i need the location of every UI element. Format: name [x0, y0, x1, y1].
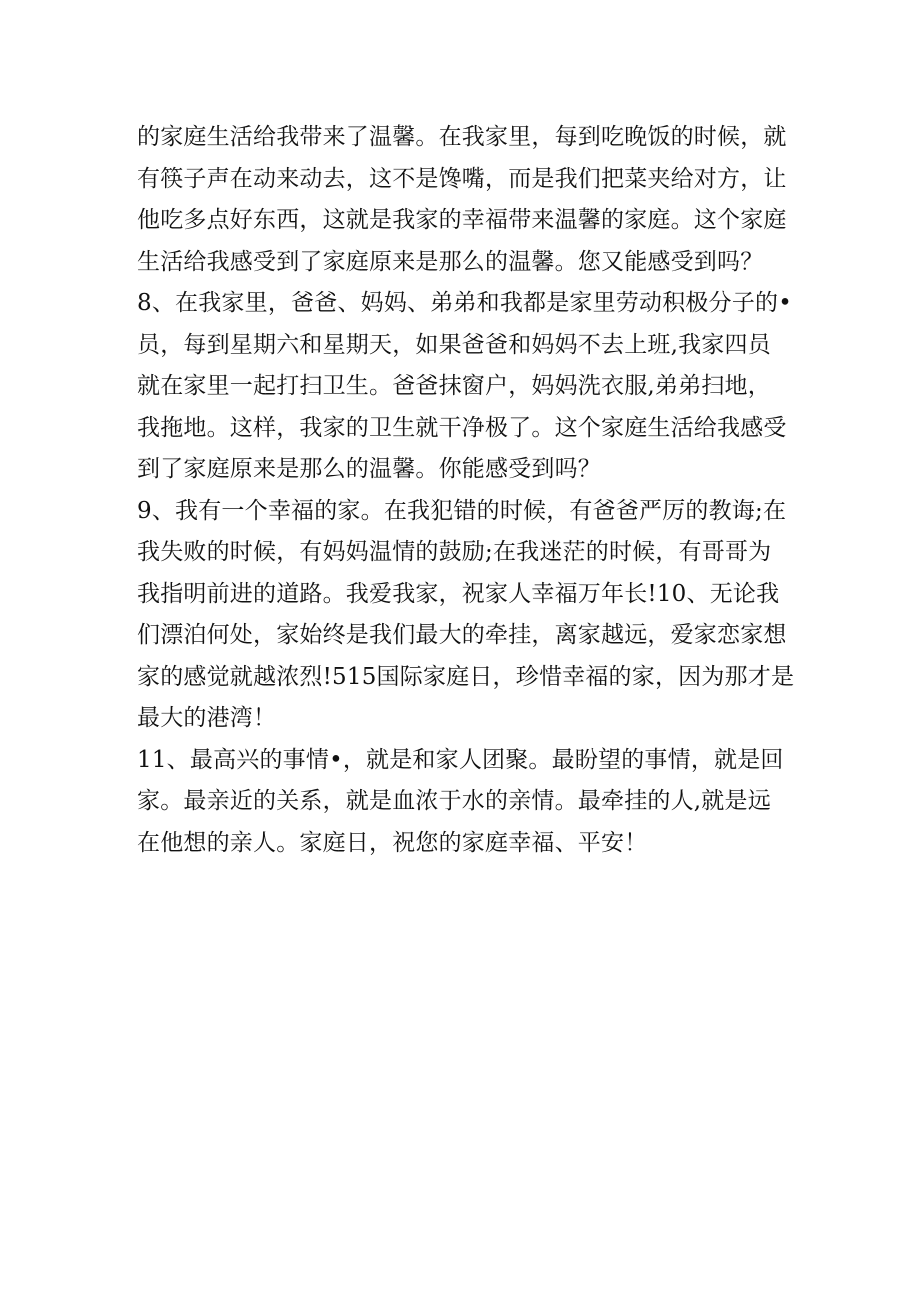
paragraph-item-11 — [137, 740, 797, 865]
paragraph-item-9 — [137, 491, 797, 740]
text-line: 生活给我感受到了家庭原来是那么的温馨。您又能感受到吗？ — [137, 248, 764, 275]
text-line: 的家庭生活给我带来了温馨。在我家里，每到吃晚饭的时候，就 — [137, 124, 787, 150]
text-line: 最大的港湾！ — [137, 705, 277, 731]
text-line: 家的感觉就越浓烈!515国际家庭日，珍惜幸福的家，因为那才是 — [137, 663, 795, 690]
text-line: 到了家庭原来是那么的温馨。你能感受到吗？ — [137, 456, 601, 482]
text-line: 他吃多点好东西，这就是我家的幸福带来温馨的家庭。这个家庭 — [137, 207, 787, 233]
paragraph-family-dinner — [137, 117, 797, 283]
text-line: 员，每到星期六和星期天，如果爸爸和妈妈不去上班,我家四员 — [137, 331, 771, 358]
text-line: 就在家里一起打扫卫生。爸爸抹窗户，妈妈洗衣服,弟弟扫地， — [137, 373, 771, 399]
text-line: 在他想的亲人。家庭日，祝您的家庭幸福、平安！ — [137, 829, 648, 856]
text-line: 9、我有一个幸福的家。在我犯错的时候，有爸爸严厉的教诲;在 — [137, 497, 787, 524]
text-line: 家。最亲近的关系，就是血浓于水的亲情。最牵挂的人,就是远 — [137, 788, 771, 814]
text-line: 8、在我家里，爸爸、妈妈、弟弟和我都是家里劳动积极分子的• — [137, 290, 792, 316]
text-line: 我指明前进的道路。我爱我家，祝家人幸福万年长!10、无论我 — [137, 580, 780, 607]
text-line: 我失败的时候，有妈妈温情的鼓励;在我迷茫的时候，有哥哥为 — [137, 539, 772, 565]
paragraph-item-8 — [137, 283, 797, 491]
text-line: 们漂泊何处，家始终是我们最大的牵挂，离家越远，爱家恋家想 — [137, 622, 787, 648]
text-line: 11、最高兴的事情•，就是和家人团聚。最盼望的事情，就是回 — [137, 746, 784, 773]
text-line: 有筷子声在动来动去，这不是馋嘴，而是我们把菜夹给对方，让 — [137, 165, 787, 192]
document-body — [137, 117, 797, 864]
text-line: 我拖地。这样，我家的卫生就干净极了。这个家庭生活给我感受 — [137, 414, 787, 441]
